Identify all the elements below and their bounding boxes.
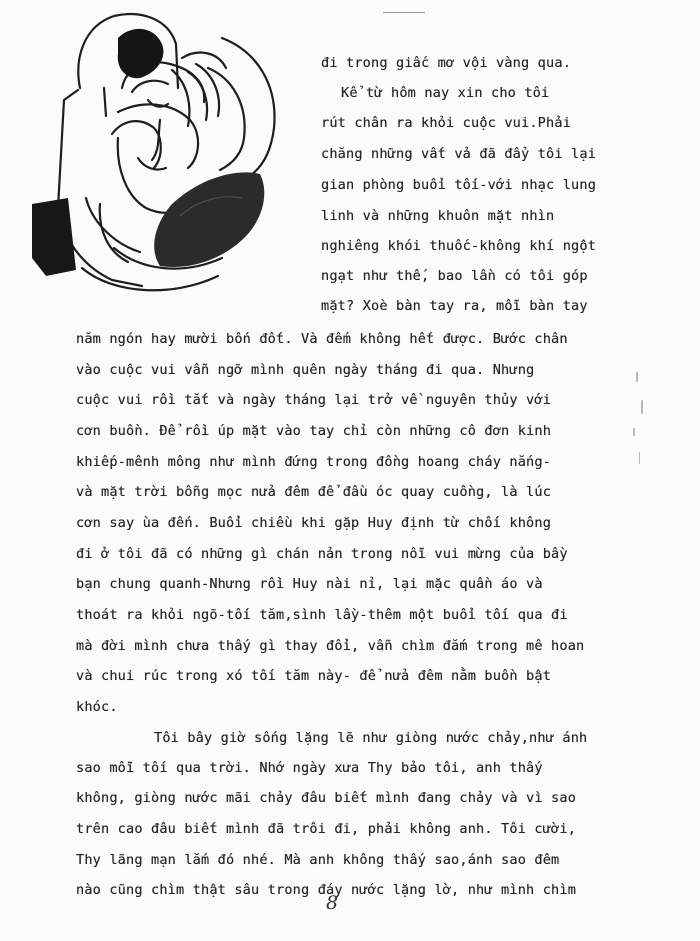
scan-speck — [633, 428, 635, 436]
text-line: không, giòng nước mãi chảy đâu biết mình đang chảy và vì sao — [76, 790, 577, 806]
text-line: cơn buồn. Để rồi úp mặt vào tay chỉ còn những cô đơn kinh — [76, 423, 552, 439]
text-line: khiếp-mênh mông như mình đứng trong đồng hoang cháy nắng- — [76, 454, 552, 470]
text-line: đi trong giấc mơ vội vàng qua. — [321, 55, 572, 71]
text-line: ngạt như thế, bao lần có tôi góp — [321, 268, 588, 284]
text-line: nghiêng khói thuốc-không khí ngột — [321, 238, 597, 254]
text-line: chăng những vất vả đã đẩy tôi lại — [321, 146, 597, 162]
text-line: Thy lãng mạn lắm đó nhé. Mà anh không thấy sao,ánh sao đêm — [76, 852, 560, 868]
top-rule — [383, 12, 425, 13]
text-line: Kể từ hôm nay xin cho tôi — [341, 85, 550, 101]
text-line: thoát ra khỏi ngõ-tối tăm,sình lầy-thêm một buổi tối qua đi — [76, 607, 568, 623]
text-line: nào cũng chìm thật sâu trong đáy nước lặng lờ, như mình chìm — [76, 882, 577, 898]
text-line: cơn say ùa đến. Buổi chiều khi gặp Huy định từ chối không — [76, 515, 552, 531]
text-line: đi ở tôi đã có những gì chán nản trong nỗi vui mừng của bầy — [76, 546, 568, 562]
text-line: mà đời mình chưa thấy gì thay đổi, vẫn chìm đắm trong mê hoan — [76, 638, 585, 654]
text-line: linh và những khuôn mặt nhìn — [321, 208, 555, 224]
text-line: gian phòng buổi tối-với nhạc lung — [321, 177, 597, 193]
text-line: sao mỗi tối qua trời. Nhớ ngày xưa Thy bảo tôi, anh thấy — [76, 760, 543, 776]
abstract-face-ink-drawing-icon — [22, 8, 282, 298]
scan-speck — [639, 452, 640, 464]
text-line: năm ngón hay mười bốn đốt. Và đếm không hết được. Bước chân — [76, 331, 568, 347]
text-line: Tôi bây giờ sống lặng lẽ như giòng nước chảy,như ánh — [154, 730, 588, 746]
text-line: khóc. — [76, 699, 118, 715]
text-line: và chui rúc trong xó tối tăm này- để nửa đêm nằm buồn bật — [76, 668, 552, 684]
text-line: cuộc vui rồi tắt và ngày tháng lại trở về nguyên thủy với — [76, 392, 552, 408]
text-line: vào cuộc vui vẫn ngỡ mình quên ngày tháng đi qua. Nhưng — [76, 362, 535, 378]
text-line: bạn chung quanh-Nhưng rồi Huy nài nỉ, lại mặc quần áo và — [76, 576, 543, 592]
text-line: và mặt trời bỗng mọc nửa đêm để đầu óc quay cuồng, là lúc — [76, 484, 552, 500]
scan-speck — [641, 400, 643, 414]
text-line: mặt? Xoè bàn tay ra, mỗi bàn tay — [321, 298, 588, 314]
text-line: rút chân ra khỏi cuộc vui.Phải — [321, 115, 572, 131]
scan-speck — [636, 372, 638, 382]
text-line: trên cao đâu biết mình đã trôi đi, phải không anh. Tôi cười, — [76, 821, 577, 837]
page-number: 8 — [326, 892, 339, 914]
